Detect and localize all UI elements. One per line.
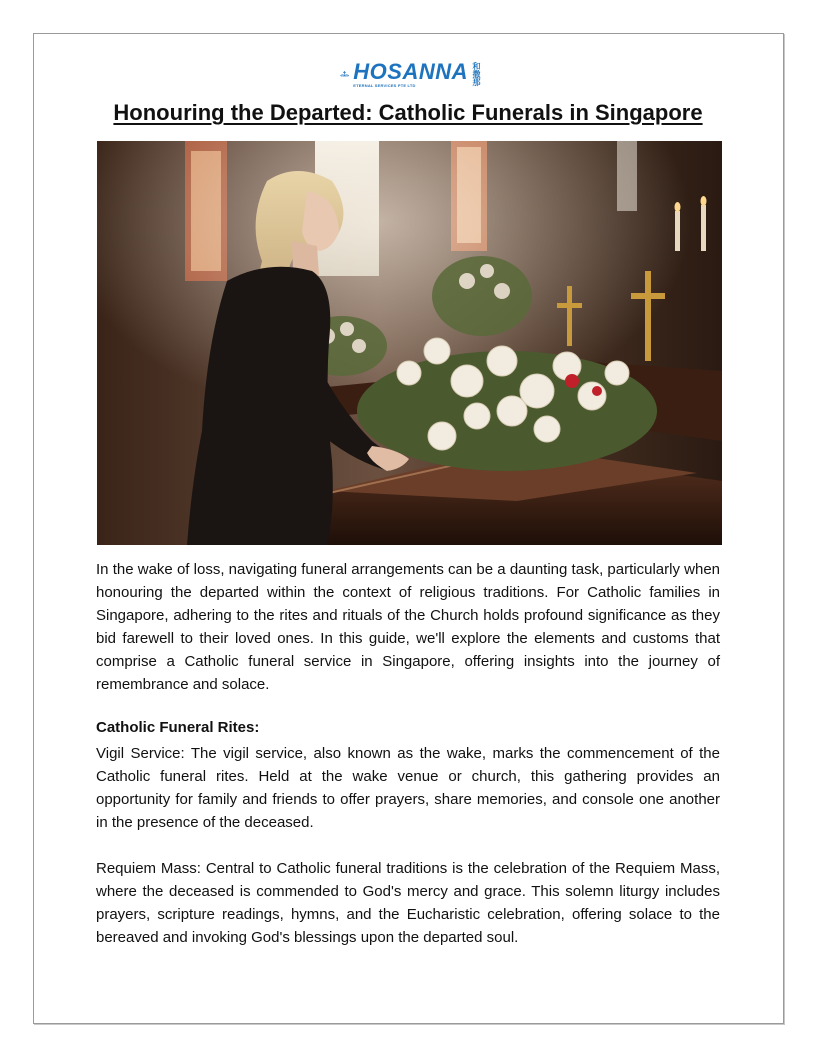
intro-paragraph: In the wake of loss, navigating funeral arrangements can be a daunting task, particularly when honouring the departed within the context of religious traditions. For Catholic families in Singapore, adhering to the rites and rituals of the Church holds profound significance as they bid farewell to their loved ones. In this guide, we'll explore the elements and customs that comprise a Catholic funeral service in Singapore, offering insights into the journey of remembrance and solace. xyxy=(96,561,720,693)
cross-bible-icon xyxy=(340,59,349,89)
vigil-paragraph: Vigil Service: The vigil service, also known as the wake, marks the commencement of the Catholic funeral rites. Held at the wake venue or church, this gathering provides an opportunity for family and friends to offer prayers, share memories, and console one another in the presence of the deceased. xyxy=(96,745,720,831)
section-heading: Catholic Funeral Rites: xyxy=(96,719,260,736)
requiem-paragraph: Requiem Mass: Central to Catholic funeral traditions is the celebration of the Requiem Mass, where the deceased is commended to God's mercy and grace. This solemn liturgy includes prayers, scripture readings, hymns, and the Eucharistic celebration, offering solace to the bereaved and invoking God's blessings upon the departed soul. xyxy=(96,860,720,946)
funeral-church-photo-icon xyxy=(97,141,722,545)
page-title: Honouring the Departed: Catholic Funerals in Singapore xyxy=(113,100,703,125)
logo-brand: HOSANNA xyxy=(353,58,468,84)
logo-subtitle: ETERNAL SERVICES PTE LTD xyxy=(353,82,416,88)
company-logo xyxy=(340,56,480,92)
logo-cjk: 和撒那 xyxy=(472,62,481,86)
funeral-photo xyxy=(97,141,722,545)
